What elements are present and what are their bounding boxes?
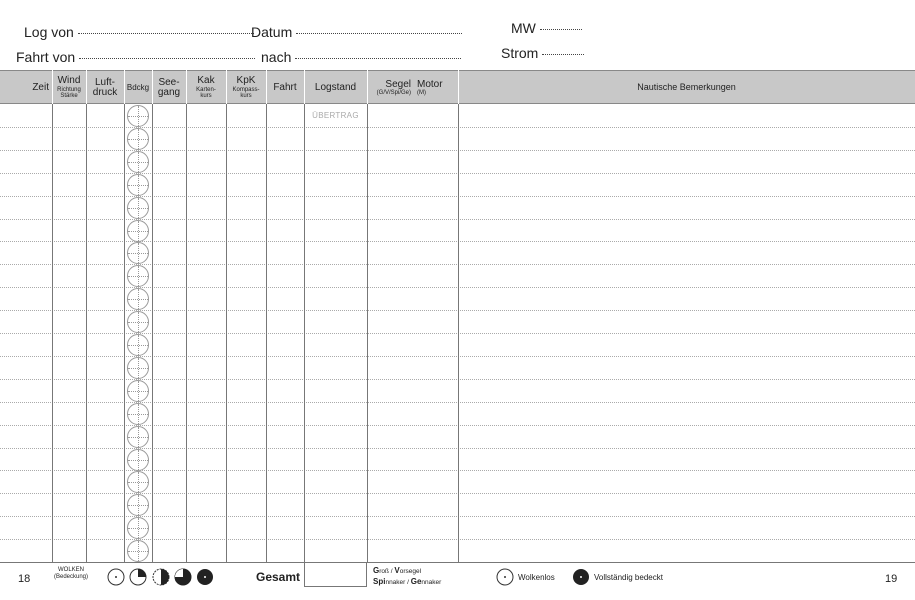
column-divider: [186, 104, 187, 562]
col-seegang: [152, 71, 186, 105]
col-wind-sub1: Richtung: [57, 86, 81, 93]
header-divider: [86, 70, 87, 104]
segel-legend: [373, 566, 441, 588]
col-logstand-label: Logstand: [314, 81, 357, 93]
header-divider: [266, 70, 267, 104]
cloud-full-icon: [197, 569, 213, 585]
segel-v-rest: orsegel: [399, 568, 422, 575]
col-bemerkungen: [458, 71, 915, 105]
wolkenlos-icon: [494, 566, 516, 588]
col-motor: [415, 71, 458, 105]
cloud-cover-circle[interactable]: [127, 151, 149, 173]
wolkenlos-label: Wolkenlos: [518, 573, 555, 582]
segel-g: G: [373, 566, 380, 575]
datum-line[interactable]: [296, 33, 462, 34]
column-divider: [226, 104, 227, 562]
page-number-left: 18: [18, 573, 31, 585]
wolken-label: [54, 567, 88, 581]
cloud-cover-circle[interactable]: [127, 380, 149, 402]
column-divider: [266, 104, 267, 562]
cloud-cover-circle[interactable]: [127, 449, 149, 471]
datum-label: Datum: [251, 24, 293, 40]
cloud-cover-circle[interactable]: [127, 105, 149, 127]
col-kpk: [226, 71, 266, 105]
col-luftdruck: [86, 71, 124, 105]
col-kak-sub2: kurs: [200, 93, 212, 100]
header-divider: [226, 70, 227, 104]
header-divider: [304, 70, 305, 104]
datum-field[interactable]: [251, 24, 462, 40]
strom-line[interactable]: [542, 54, 584, 55]
cloud-cover-circle[interactable]: [127, 517, 149, 539]
cloud-cover-circle[interactable]: [127, 403, 149, 425]
col-wind: [52, 71, 86, 105]
cloud-cover-circle[interactable]: [127, 288, 149, 310]
col-segel-sub: (G/V/Spi/Ge): [376, 90, 411, 97]
header-divider: [124, 70, 125, 104]
header-divider: [152, 70, 153, 104]
uebertrag-label: ÜBERTRAG: [312, 111, 359, 120]
cloud-cover-circle[interactable]: [127, 242, 149, 264]
cloud-cover-legend-icons: [106, 567, 216, 587]
col-logstand: [304, 71, 367, 105]
col-zeit: [0, 71, 52, 105]
col-motor-sub: (M): [417, 90, 426, 97]
cloud-cover-circle[interactable]: [127, 197, 149, 219]
col-segel: [367, 71, 415, 105]
bedeckt-icon: [570, 566, 592, 588]
log-von-line[interactable]: [78, 33, 254, 34]
cloud-cover-circle[interactable]: [127, 471, 149, 493]
col-kpk-sub1: Kompass-: [232, 86, 260, 93]
cloud-cover-circle[interactable]: [127, 334, 149, 356]
log-von-label: Log von: [24, 24, 74, 40]
mw-label: MW: [511, 20, 536, 36]
col-see-label1: See-: [158, 76, 180, 88]
page-number-right: 19: [885, 573, 898, 585]
log-von-field[interactable]: [24, 24, 254, 40]
wolken-title: WOLKEN: [58, 567, 85, 573]
strom-label: Strom: [501, 45, 539, 61]
segel-ge-rest: nnaker: [421, 578, 442, 586]
col-luft-label1: Luft-: [94, 76, 115, 88]
footer: [0, 562, 915, 600]
col-wind-label: Wind: [57, 75, 81, 87]
strom-field[interactable]: [501, 45, 584, 61]
cloud-quarter-icon: [130, 569, 146, 585]
fahrt-von-field[interactable]: [16, 49, 255, 65]
col-fahrt: [266, 71, 304, 105]
mw-field[interactable]: [511, 20, 582, 36]
mw-line[interactable]: [540, 29, 582, 30]
column-divider: [52, 104, 53, 562]
segel-spi: Spi: [373, 576, 386, 586]
col-bemerkungen-label: Nautische Bemerkungen: [637, 82, 736, 93]
col-kpk-sub2: kurs: [240, 93, 252, 100]
column-divider: [458, 104, 459, 562]
col-segel-label: Segel: [385, 78, 411, 90]
col-see-label2: gang: [157, 87, 181, 98]
col-motor-label: Motor: [417, 78, 443, 90]
cloud-cover-circle[interactable]: [127, 494, 149, 516]
col-kak-sub1: Karten-: [196, 86, 216, 93]
header-divider: [52, 70, 53, 104]
col-bdckg-label: Bdckg: [126, 82, 150, 92]
fahrt-von-label: Fahrt von: [16, 49, 76, 65]
wolken-subtitle: (Bedeckung): [54, 574, 89, 581]
cloud-cover-circle[interactable]: [127, 265, 149, 287]
cloud-0-icon: [108, 569, 124, 585]
cloud-cover-circle[interactable]: [127, 128, 149, 150]
segel-v: V: [394, 566, 400, 575]
cloud-cover-circle[interactable]: [127, 220, 149, 242]
segel-ge: Ge: [410, 576, 422, 586]
column-divider: [152, 104, 153, 562]
gesamt-input-box[interactable]: [304, 563, 367, 587]
gesamt-label: Gesamt: [256, 570, 301, 584]
col-fahrt-label: Fahrt: [273, 81, 297, 93]
cloud-half-icon: [153, 569, 169, 585]
col-wind-sub2: Stärke: [60, 93, 78, 100]
header-divider: [367, 70, 368, 104]
fahrt-von-line[interactable]: [79, 58, 255, 59]
col-kpk-label: KpK: [236, 75, 256, 87]
col-zeit-label: Zeit: [32, 81, 49, 93]
nach-field[interactable]: [261, 49, 461, 65]
cloud-cover-circle[interactable]: [127, 311, 149, 333]
segel-spi-rest: nnaker /: [385, 578, 411, 586]
segel-g-rest: roß /: [379, 568, 395, 575]
cloud-cover-circles: [124, 104, 152, 562]
column-divider: [86, 104, 87, 562]
cloud-cover-circle[interactable]: [127, 174, 149, 196]
header-divider: [458, 70, 459, 104]
col-kak-label: Kak: [197, 75, 215, 87]
cloud-cover-circle[interactable]: [127, 357, 149, 379]
log-table: [0, 70, 915, 562]
col-bdckg: [124, 71, 152, 105]
column-divider: [367, 104, 368, 562]
cloud-cover-circle[interactable]: [127, 540, 149, 562]
cloud-three-quarter-icon: [175, 569, 191, 585]
column-divider: [304, 104, 305, 562]
bedeckt-label: Vollständig bedeckt: [594, 573, 663, 582]
header-divider: [186, 70, 187, 104]
nach-line[interactable]: [295, 58, 461, 59]
nach-label: nach: [261, 49, 292, 65]
cloud-cover-circle[interactable]: [127, 426, 149, 448]
col-luft-label2: druck: [92, 87, 118, 98]
col-kak: [186, 71, 226, 105]
